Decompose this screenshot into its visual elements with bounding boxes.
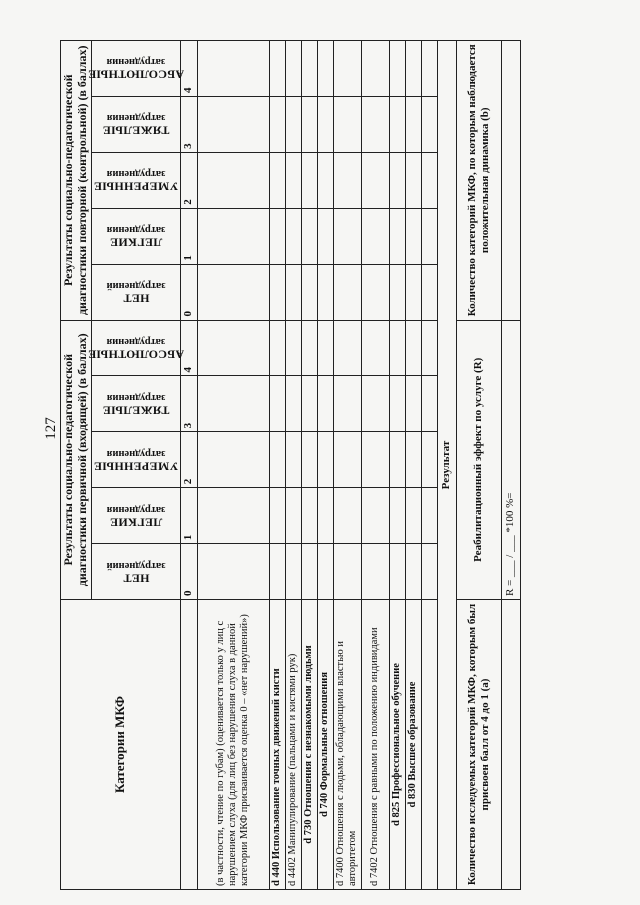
score-cell <box>317 488 333 544</box>
score-cell <box>361 432 389 488</box>
category-rows <box>197 41 437 890</box>
category-cell <box>421 600 437 890</box>
score-cell <box>301 264 317 320</box>
level-name: УМЕРЕННЫЕ <box>93 179 178 194</box>
level-number: 0 <box>180 544 197 600</box>
score-cell <box>317 376 333 432</box>
score-cell <box>405 432 421 488</box>
category-cell: d 440 Использование точных движений кисти <box>269 600 285 890</box>
score-cell <box>389 96 405 152</box>
score-cell <box>269 488 285 544</box>
result-row <box>437 41 456 890</box>
score-cell <box>285 208 301 264</box>
level-subtitle: затруднений <box>106 559 166 571</box>
level-number: 3 <box>180 376 197 432</box>
score-cell <box>421 544 437 600</box>
score-cell <box>285 376 301 432</box>
score-cell <box>269 376 285 432</box>
score-cell <box>405 208 421 264</box>
score-cell <box>301 544 317 600</box>
score-cell <box>421 96 437 152</box>
level-header-cell <box>91 432 180 488</box>
score-cell <box>333 488 361 544</box>
score-cell <box>421 41 437 97</box>
score-cell <box>421 264 437 320</box>
score-cell <box>405 488 421 544</box>
level-name: ЛЕГКИЕ <box>109 235 162 250</box>
score-cell <box>285 432 301 488</box>
score-cell <box>421 320 437 376</box>
score-cell <box>405 96 421 152</box>
level-subtitle: затруднения <box>106 112 165 124</box>
score-cell <box>197 152 269 208</box>
score-cell <box>269 264 285 320</box>
level-header-cell <box>91 208 180 264</box>
score-cell <box>197 41 269 97</box>
score-cell <box>317 152 333 208</box>
score-cell <box>389 376 405 432</box>
score-cell <box>405 544 421 600</box>
score-cell <box>301 488 317 544</box>
table-row <box>317 41 333 890</box>
formula-row <box>501 41 520 890</box>
score-cell <box>197 432 269 488</box>
level-subtitle: затруднения <box>106 224 165 236</box>
score-cell <box>361 208 389 264</box>
level-subtitle: затруднения <box>106 168 165 180</box>
score-cell <box>197 544 269 600</box>
score-cell <box>269 432 285 488</box>
score-cell <box>269 320 285 376</box>
score-cell <box>301 432 317 488</box>
formula-cell: R = ___ / ___ *100 %= <box>501 320 520 599</box>
summary-count-a: Количество исследуемых категорий МКФ, которым был присвоен балл от 4 до 1 (a) <box>456 600 501 890</box>
assessment-table-sheet <box>60 40 585 890</box>
score-cell <box>301 152 317 208</box>
score-cell <box>197 320 269 376</box>
repeat-diagnostics-header: Результаты социально-педагогической диагностики повторной (контрольной) (в баллах) <box>61 41 92 321</box>
summary-row <box>456 41 501 890</box>
score-cell <box>333 544 361 600</box>
table-row <box>333 41 361 890</box>
score-cell <box>421 376 437 432</box>
score-cell <box>285 488 301 544</box>
level-subtitle: затруднений <box>106 280 166 292</box>
level-header-cell <box>87 320 184 376</box>
score-cell <box>421 152 437 208</box>
level-subtitle: затруднения <box>106 447 165 459</box>
score-cell <box>361 96 389 152</box>
level-subtitle: затруднения <box>106 503 165 515</box>
result-label: Результат <box>437 41 456 890</box>
score-cell <box>301 208 317 264</box>
score-cell <box>389 208 405 264</box>
score-cell <box>361 320 389 376</box>
score-cell <box>333 41 361 97</box>
level-number: 4 <box>180 320 197 376</box>
score-cell <box>421 488 437 544</box>
score-cell <box>301 41 317 97</box>
category-cell: (в частности, чтение по губам) (оценивается только у лиц с нарушением слуха (для лиц без нарушения слуха в данной категории МКФ присваивается оценка 0 – «нет нарушений») <box>197 600 269 890</box>
table-row <box>361 41 389 890</box>
score-cell <box>317 41 333 97</box>
table-row <box>389 41 405 890</box>
score-cell <box>285 41 301 97</box>
level-name: АБСОЛЮТНЫЕ <box>87 347 184 362</box>
score-cell <box>301 96 317 152</box>
level-header-cell <box>91 264 180 320</box>
score-cell <box>333 152 361 208</box>
score-cell <box>405 320 421 376</box>
summary-count-b: Количество категорий МКФ, по которым наблюдается положительная динамика (b) <box>456 41 501 321</box>
level-name: НЕТ <box>122 571 149 586</box>
score-cell <box>269 96 285 152</box>
level-name: ТЯЖЕЛЫЕ <box>102 403 169 418</box>
score-cell <box>317 544 333 600</box>
num-row-spacer <box>180 600 197 890</box>
level-header-cell <box>87 41 184 97</box>
score-cell <box>389 264 405 320</box>
formula-empty-right <box>501 41 520 321</box>
score-cell <box>389 432 405 488</box>
score-cell <box>333 432 361 488</box>
level-name: АБСОЛЮТНЫЕ <box>87 67 184 82</box>
level-name: УМЕРЕННЫЕ <box>93 459 178 474</box>
score-cell <box>285 264 301 320</box>
table-row <box>269 41 285 890</box>
level-number: 3 <box>180 96 197 152</box>
score-cell <box>333 264 361 320</box>
level-header-cell <box>91 544 180 600</box>
icf-assessment-table <box>60 40 521 890</box>
score-cell <box>405 264 421 320</box>
score-cell <box>333 208 361 264</box>
level-number: 2 <box>180 432 197 488</box>
level-subtitle: затруднения <box>106 391 165 403</box>
score-cell <box>197 208 269 264</box>
table-row <box>285 41 301 890</box>
score-cell <box>333 376 361 432</box>
level-subtitle: затруднения <box>106 56 165 68</box>
score-cell <box>285 544 301 600</box>
level-header-cell <box>91 488 180 544</box>
category-cell: d 825 Профессиональное обучение <box>389 600 405 890</box>
level-number: 0 <box>180 264 197 320</box>
level-number: 1 <box>180 488 197 544</box>
score-cell <box>361 544 389 600</box>
score-cell <box>269 152 285 208</box>
score-cell <box>361 488 389 544</box>
table-row <box>301 41 317 890</box>
level-number: 1 <box>180 208 197 264</box>
table-row <box>421 41 437 890</box>
score-cell <box>361 376 389 432</box>
level-header-cell <box>91 376 180 432</box>
summary-rehab-effect: Реабилитационный эффект по услуге (R) <box>456 320 501 599</box>
score-cell <box>333 96 361 152</box>
level-name: ЛЕГКИЕ <box>109 515 162 530</box>
level-header-cell <box>91 152 180 208</box>
score-cell <box>197 96 269 152</box>
level-subtitle: затруднения <box>106 336 165 348</box>
score-cell <box>405 152 421 208</box>
score-cell <box>197 376 269 432</box>
score-cell <box>301 320 317 376</box>
score-cell <box>269 208 285 264</box>
score-cell <box>317 208 333 264</box>
score-cell <box>389 544 405 600</box>
initial-diagnostics-header: Результаты социально-педагогической диагностики первичной (входящей) (в баллах) <box>61 320 92 599</box>
score-cell <box>285 96 301 152</box>
category-header: Категории МКФ <box>61 600 181 890</box>
page-number: 127 <box>42 417 59 440</box>
score-cell <box>317 96 333 152</box>
score-cell <box>317 320 333 376</box>
level-name: ТЯЖЕЛЫЕ <box>102 123 169 138</box>
category-cell: d 830 Высшее образование <box>405 600 421 890</box>
score-cell <box>361 152 389 208</box>
score-cell <box>197 264 269 320</box>
formula-empty-left <box>501 600 520 890</box>
score-cell <box>389 320 405 376</box>
score-cell <box>421 432 437 488</box>
score-cell <box>405 376 421 432</box>
score-cell <box>389 152 405 208</box>
category-cell: d 740 Формальные отношения <box>317 600 333 890</box>
category-cell: d 7402 Отношения с равными по положению индивидами <box>361 600 389 890</box>
score-cell <box>317 432 333 488</box>
score-cell <box>285 152 301 208</box>
score-cell <box>301 376 317 432</box>
score-cell <box>269 41 285 97</box>
score-cell <box>361 264 389 320</box>
score-cell <box>361 41 389 97</box>
score-cell <box>421 208 437 264</box>
score-cell <box>269 544 285 600</box>
level-number: 2 <box>180 152 197 208</box>
score-cell <box>333 320 361 376</box>
score-cell <box>389 488 405 544</box>
table-row <box>405 41 421 890</box>
score-cell <box>389 41 405 97</box>
level-number-row <box>180 41 197 890</box>
score-cell <box>405 41 421 97</box>
score-cell <box>197 488 269 544</box>
level-header-cell <box>91 96 180 152</box>
score-cell <box>285 320 301 376</box>
level-number: 4 <box>180 41 197 97</box>
category-cell: d 4402 Манипулирование (пальцами и кистями рук) <box>285 600 301 890</box>
score-cell <box>317 264 333 320</box>
table-row <box>197 41 269 890</box>
category-cell: d 730 Отношения с незнакомыми людьми <box>301 600 317 890</box>
category-cell: d 7400 Отношения с людьми, обладающими властью и авторитетом <box>333 600 361 890</box>
level-name: НЕТ <box>122 291 149 306</box>
